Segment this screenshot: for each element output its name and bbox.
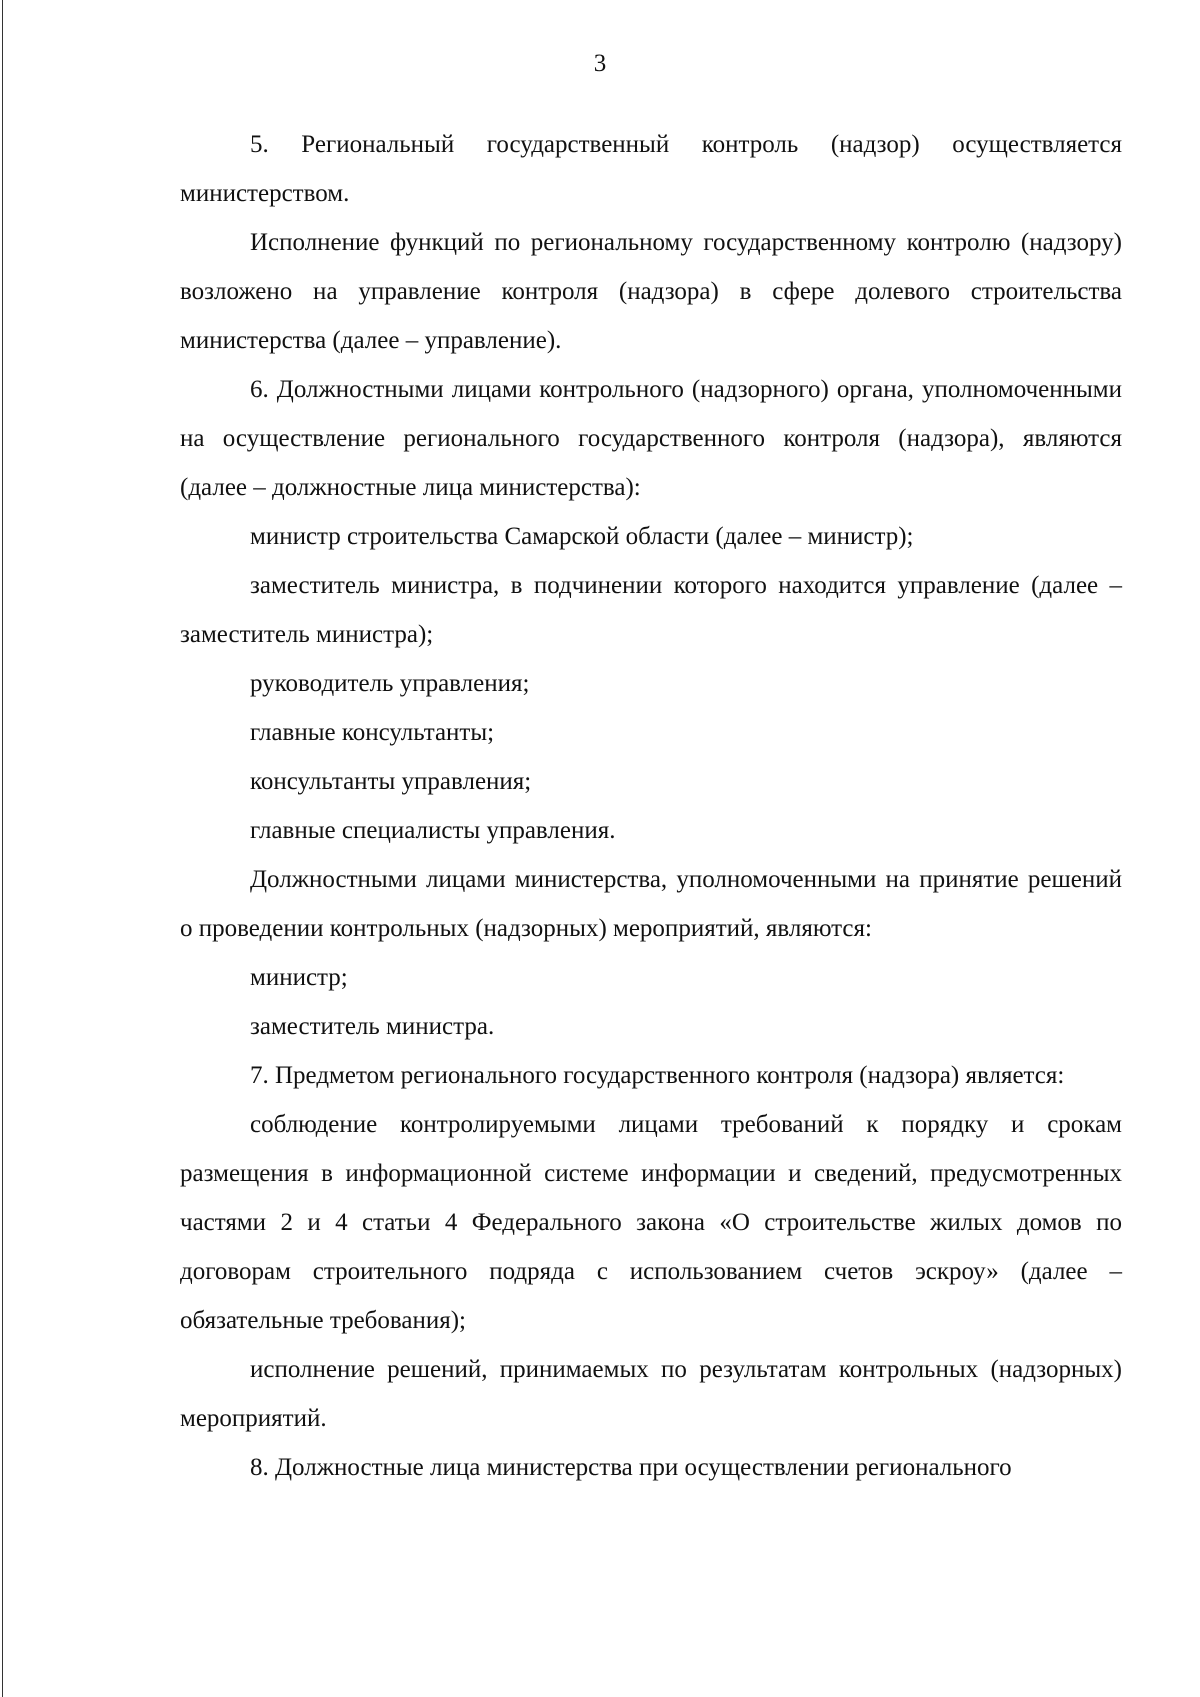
paragraph-5: 5. Региональный государственный контроль (надзор) осуществляется министерством. — [180, 131, 1122, 207]
list-item-chief-consultants: главные консультанты; — [250, 719, 495, 746]
list-item-decision-deputy: заместитель министра. — [250, 1013, 495, 1040]
list-item-chief-specialists: главные специалисты управления. — [250, 817, 616, 844]
list-item-decision-minister: министр; — [250, 964, 348, 991]
list-item-compliance: соблюдение контролируемыми лицами требований к порядку и срокам размещения в информационной системе информации и сведений, предусмотренных частями 2 и 4 статьи 4 Федерального закона «О строительстве жилых домов по договорам строительного подряда с использованием счетов эскроу» (далее – обязательные требования); — [180, 1111, 1122, 1334]
page-number: 3 — [593, 50, 607, 77]
list-item-consultants: консультанты управления; — [250, 768, 532, 795]
paragraph-8: 8. Должностные лица министерства при осуществлении регионального — [250, 1454, 1012, 1481]
list-item-head-of-department: руководитель управления; — [250, 670, 530, 697]
list-item-deputy-minister: заместитель министра, в подчинении которого находится управление (далее – заместитель министра); — [180, 572, 1122, 648]
paragraph-6: 6. Должностными лицами контрольного (надзорного) органа, уполномоченными на осуществление регионального государственного контроля (надзора), являются (далее – должностные лица министерства): — [180, 376, 1122, 501]
paragraph-decision-makers: Должностными лицами министерства, уполномоченными на принятие решений о проведении контрольных (надзорных) мероприятий, являются: — [180, 866, 1122, 942]
document-body — [180, 120, 1122, 1492]
list-item-minister: министр строительства Самарской области (далее – министр); — [250, 523, 914, 550]
page-left-edge-line — [2, 0, 3, 1697]
paragraph-5-execution: Исполнение функций по региональному государственному контролю (надзору) возложено на управление контроля (надзора) в сфере долевого строительства министерства (далее – управление). — [180, 229, 1122, 354]
paragraph-7: 7. Предметом регионального государственного контроля (надзора) является: — [250, 1062, 1065, 1089]
list-item-execution-decisions: исполнение решений, принимаемых по результатам контрольных (надзорных) мероприятий. — [180, 1356, 1122, 1432]
